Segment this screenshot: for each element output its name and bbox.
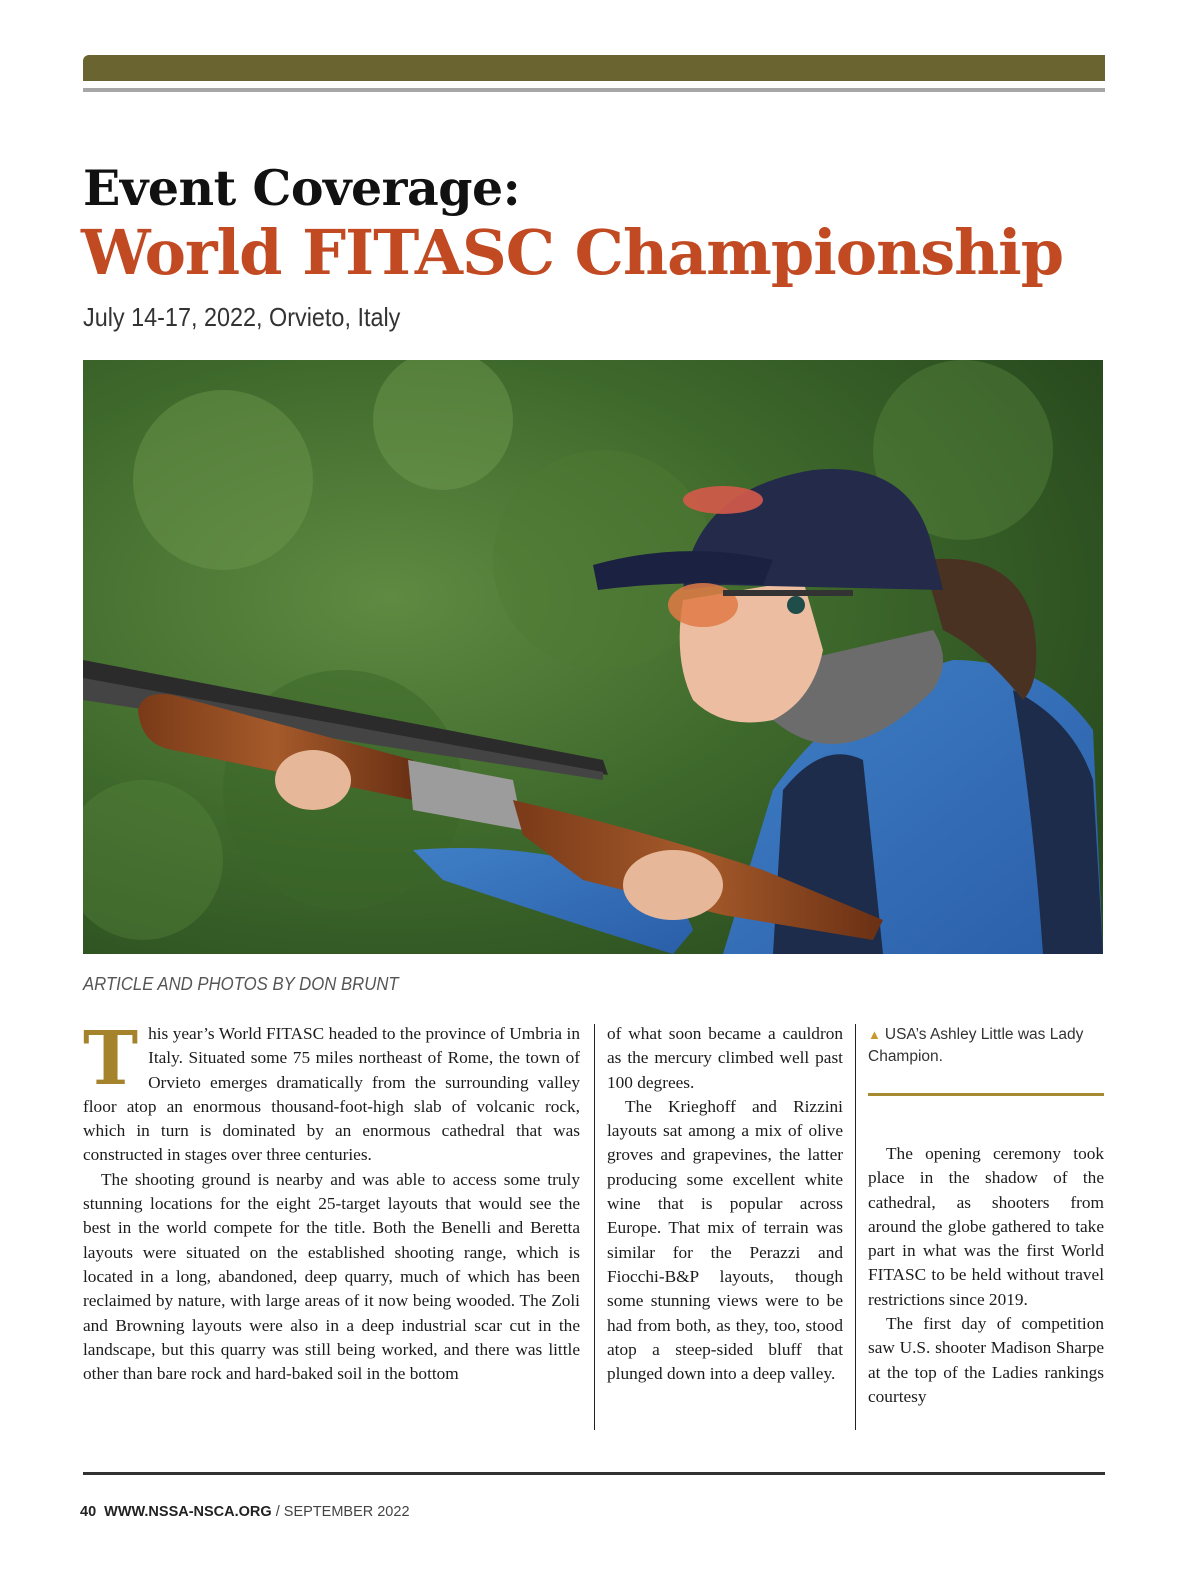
article-paragraph: The first day of competition saw U.S. shooter Madison Sharpe at the top of the Ladies rankings courtesy (868, 1314, 1104, 1406)
article-paragraph: of what soon became a cauldron as the mercury climbed well past 100 degrees. (607, 1024, 843, 1092)
column-divider (594, 1024, 595, 1430)
article-paragraph: The Krieghoff and Rizzini layouts sat among a mix of olive groves and grapevines, the latter producing some excellent white wine that is popular across Europe. That mix of terrain was similar for the Perazzi and Fiocchi-B&P layouts, though some stunning views were to be had from both, as they, too, stood atop a steep-sided bluff that plunged down into a deep valley. (607, 1096, 843, 1384)
drop-cap: T (83, 1016, 139, 1102)
issue-date: SEPTEMBER 2022 (283, 1504, 410, 1520)
dateline: July 14-17, 2022, Orvieto, Italy (83, 302, 401, 332)
article-paragraph: The opening ceremony took place in the shadow of the cathedral, as shooters from around the globe gathered to take part in what was the first World FITASC to be held without travel restrictions since 2019. (868, 1144, 1104, 1309)
kicker: Event Coverage: (83, 159, 521, 217)
byline: ARTICLE AND PHOTOS BY DON BRUNT (83, 974, 399, 994)
shooter-photo (83, 360, 1103, 954)
paragraph-text: his year’s World FITASC headed to the province of Umbria in Italy. Situated some 75 miles northeast of Rome, the town of Orvieto emerges dramatically from the surrounding valley floor atop an enormous thousand-foot-high slab of volcanic rock, which in turn is dominated by an enormous cathedral that was constructed in stages over three centuries. (83, 1024, 580, 1165)
column-divider (855, 1024, 856, 1430)
footer-rule (83, 1472, 1105, 1475)
article-title: World FITASC Championship (81, 216, 1064, 289)
caption-text: USA’s Ashley Little was Lady Champion. (868, 1026, 1084, 1065)
page-number: 40 (80, 1504, 97, 1520)
header-bar (83, 55, 1105, 81)
header-rule (83, 88, 1105, 92)
article-paragraph (83, 1016, 580, 1168)
article-paragraph: The shooting ground is nearby and was able to access some truly stunning locations for the eight 25-target layouts that would see the best in the world compete for the title. Both the Benelli and Beretta layouts were situated on the established shooting range, which is located in a long, abandoned, deep quarry, much of which has been reclaimed by nature, with large areas of it now being wooded. The Zoli and Browning layouts were also in a deep industrial scar cut in the landscape, but this quarry was still being worked, and there was little other than bare rock and hard-baked soil in the bottom (83, 1169, 580, 1384)
triangle-icon: ▲ (868, 1027, 881, 1042)
page-footer (80, 1504, 410, 1520)
article-column-3 (868, 1142, 1104, 1409)
footer-separator: / (271, 1504, 284, 1520)
article-column-1 (83, 1016, 580, 1386)
website-link[interactable]: WWW.NSSA-NSCA.ORG (104, 1504, 272, 1520)
photo-caption (868, 1024, 1104, 1068)
caption-rule (868, 1093, 1104, 1096)
article-column-2 (607, 1022, 843, 1386)
